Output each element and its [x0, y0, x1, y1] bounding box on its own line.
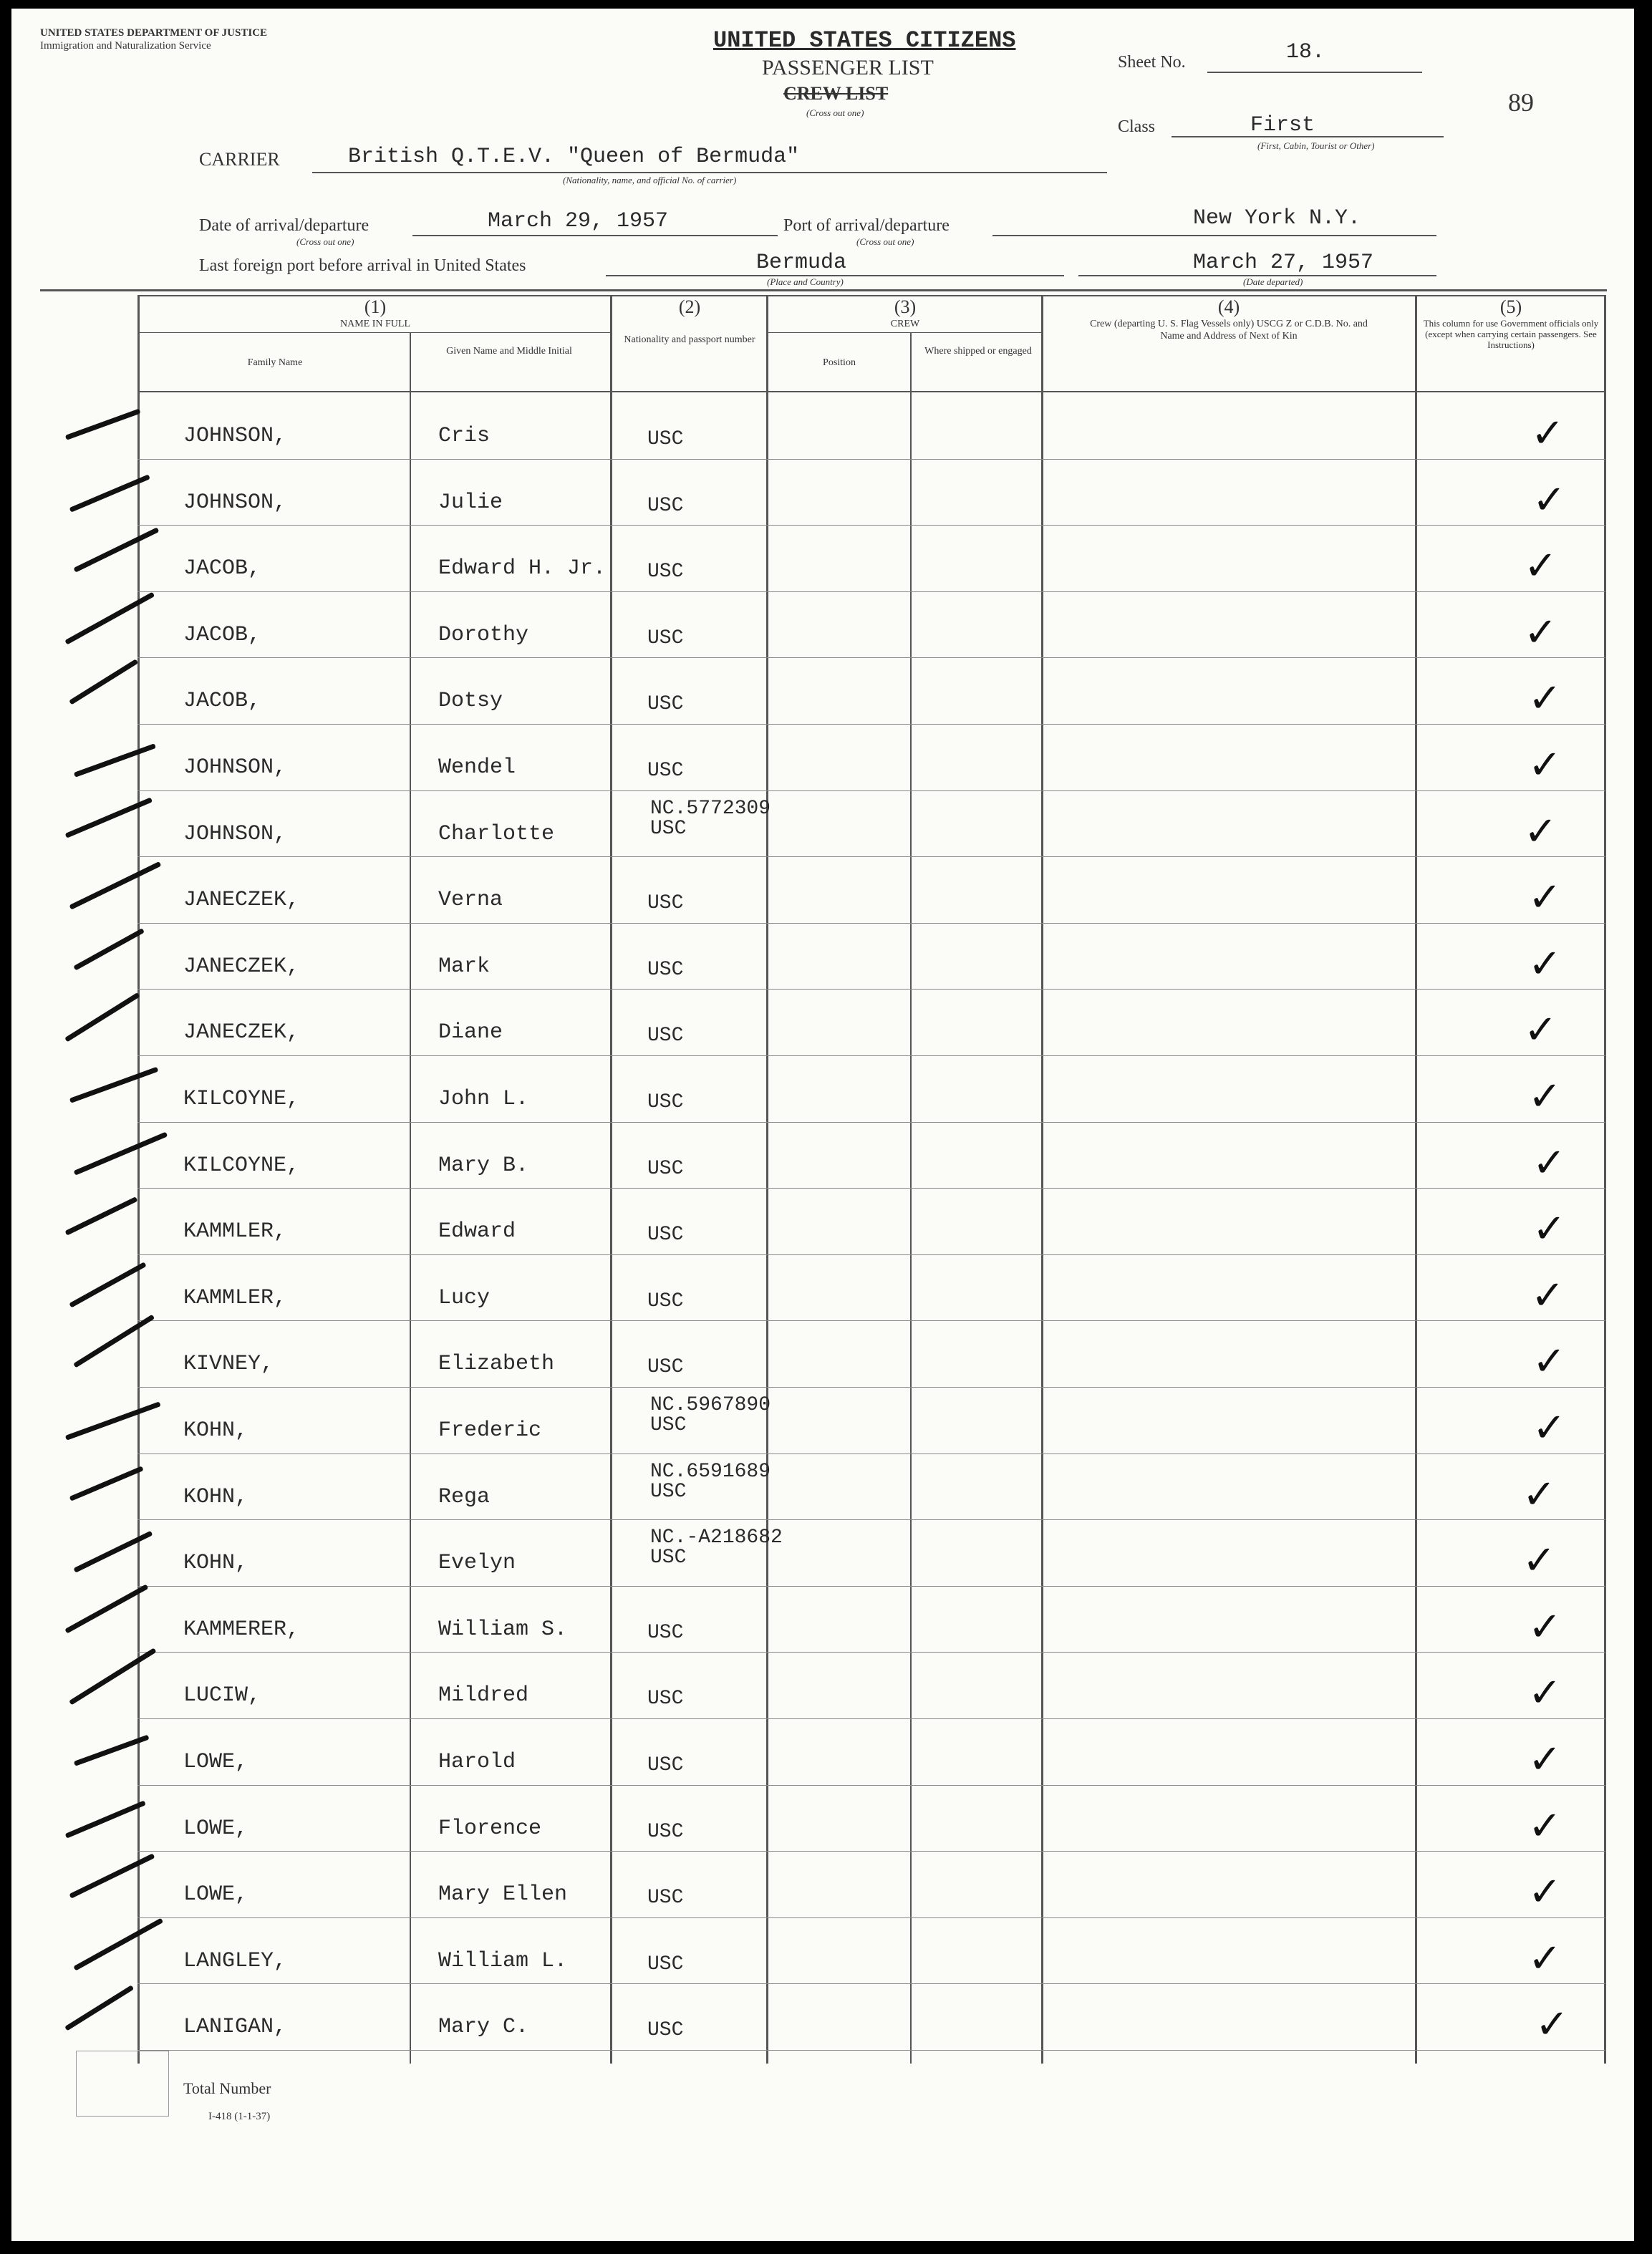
- family-name: KAMMERER,: [183, 1617, 300, 1642]
- given-name: John L.: [438, 1087, 529, 1111]
- last-port-value: Bermuda: [756, 251, 847, 275]
- tally-mark: [73, 1918, 163, 1971]
- given-name: Elizabeth: [438, 1352, 555, 1376]
- row-divider: [137, 724, 1605, 725]
- nationality: USC: [647, 959, 684, 981]
- verification-checkmark: ✓: [1528, 1803, 1562, 1849]
- class-label: Class: [1118, 117, 1156, 136]
- tally-mark: [64, 992, 140, 1043]
- tally-mark: [69, 861, 161, 910]
- departed-note: (Date departed): [1243, 276, 1303, 287]
- col-2-header: (2) Nationality and passport number: [624, 296, 755, 345]
- given-name: Mary C.: [438, 2015, 529, 2039]
- row-divider: [137, 1785, 1605, 1786]
- nationality: USC: [650, 1481, 687, 1503]
- given-name: Verna: [438, 888, 503, 912]
- row-divider: [137, 1188, 1605, 1189]
- nationality: USC: [650, 1547, 687, 1569]
- given-name: William L.: [438, 1949, 568, 1973]
- class-value: First: [1250, 113, 1315, 137]
- given-name: Wendel: [438, 755, 516, 780]
- verification-checkmark: ✓: [1528, 742, 1562, 788]
- form-code: I-418 (1-1-37): [208, 2111, 271, 2122]
- col-where-shipped-header: Where shipped or engaged: [924, 346, 1032, 357]
- given-name: William S.: [438, 1617, 568, 1642]
- verification-checkmark: ✓: [1528, 1073, 1562, 1120]
- verification-checkmark: ✓: [1528, 1736, 1562, 1783]
- row-divider: [137, 1917, 1605, 1918]
- family-name: LUCIW,: [183, 1683, 261, 1708]
- total-number-box: [76, 2051, 169, 2117]
- row-divider: [137, 1055, 1605, 1056]
- row-divider: [137, 856, 1605, 857]
- row-divider: [137, 657, 1605, 658]
- agency-line-2: Immigration and Naturalization Service: [40, 40, 211, 52]
- given-name: Frederic: [438, 1418, 542, 1443]
- nationality: USC: [647, 1025, 684, 1047]
- passport-number: NC.5772309: [650, 798, 771, 820]
- row-divider: [137, 923, 1605, 924]
- family-name: JACOB,: [183, 689, 261, 713]
- verification-checkmark: ✓: [1528, 1670, 1562, 1716]
- family-name: JANECZEK,: [183, 888, 300, 912]
- tally-mark: [73, 527, 159, 572]
- nationality: USC: [647, 760, 684, 782]
- given-name: Edward: [438, 1219, 516, 1244]
- family-name: LOWE,: [183, 1882, 248, 1907]
- given-name: Edward H. Jr.: [438, 556, 607, 581]
- verification-checkmark: ✓: [1531, 1272, 1565, 1319]
- passenger-list-sheet: [11, 9, 1634, 2241]
- tally-mark: [69, 1067, 159, 1103]
- passport-number: NC.5967890: [650, 1394, 771, 1416]
- nationality: USC: [647, 627, 684, 649]
- row-divider: [137, 2050, 1605, 2051]
- tally-mark: [64, 592, 155, 645]
- verification-checkmark: ✓: [1532, 1206, 1566, 1252]
- port-arrival-note: (Cross out one): [856, 236, 914, 247]
- given-name: Lucy: [438, 1286, 491, 1310]
- row-divider: [137, 1586, 1605, 1587]
- given-name: Dotsy: [438, 689, 503, 713]
- col-given-name-header: Given Name and Middle Initial: [446, 346, 572, 357]
- last-port-note: (Place and Country): [767, 276, 844, 287]
- tally-mark: [69, 1466, 144, 1501]
- tally-mark: [73, 1531, 153, 1573]
- tally-mark: [73, 928, 145, 970]
- row-divider: [137, 1387, 1605, 1388]
- tally-mark: [74, 743, 156, 778]
- family-name: JACOB,: [183, 556, 261, 581]
- verification-checkmark: ✓: [1528, 1935, 1562, 1982]
- tally-mark: [64, 1584, 148, 1633]
- family-name: KOHN,: [183, 1485, 248, 1509]
- tally-mark: [65, 409, 141, 440]
- nationality: USC: [647, 1224, 684, 1246]
- family-name: LOWE,: [183, 1817, 248, 1841]
- family-name: JOHNSON,: [183, 424, 287, 448]
- family-name: JOHNSON,: [183, 822, 287, 846]
- nationality: USC: [647, 693, 684, 715]
- tally-mark: [69, 1262, 146, 1307]
- row-divider: [137, 1652, 1605, 1653]
- col-position-header: Position: [823, 357, 856, 368]
- row-divider: [137, 1851, 1605, 1852]
- port-arrival-value: New York N.Y.: [1193, 206, 1361, 231]
- family-name: JOHNSON,: [183, 755, 287, 780]
- cross-out-note: (Cross out one): [806, 107, 864, 118]
- carrier-note: (Nationality, name, and official No. of carrier): [563, 175, 737, 185]
- verification-checkmark: ✓: [1532, 1338, 1566, 1385]
- departed-value: March 27, 1957: [1193, 251, 1374, 275]
- tally-mark: [69, 659, 138, 705]
- form-title-3-crossed: CREW LIST: [783, 83, 889, 104]
- sheet-number: 18.: [1286, 40, 1325, 64]
- family-name: JACOB,: [183, 623, 261, 647]
- passport-number: NC.-A218682: [650, 1527, 783, 1549]
- nationality: USC: [647, 1688, 684, 1710]
- date-arrival-value: March 29, 1957: [488, 209, 669, 233]
- total-number-label: Total Number: [183, 2079, 271, 2097]
- nationality: USC: [647, 1158, 684, 1180]
- tally-mark: [65, 1800, 146, 1838]
- passport-number: NC.6591689: [650, 1461, 771, 1483]
- row-divider: [137, 459, 1605, 460]
- row-divider: [137, 790, 1605, 791]
- verification-checkmark: ✓: [1524, 543, 1557, 589]
- form-title: UNITED STATES CITIZENS: [713, 27, 1016, 54]
- given-name: Diane: [438, 1020, 503, 1045]
- family-name: LANGLEY,: [183, 1949, 287, 1973]
- verification-checkmark: ✓: [1528, 874, 1562, 921]
- tally-mark: [69, 1853, 155, 1898]
- verification-checkmark: ✓: [1528, 1604, 1562, 1650]
- row-divider: [137, 1983, 1605, 1984]
- family-name: JOHNSON,: [183, 490, 287, 515]
- row-divider: [137, 989, 1605, 990]
- form-title-2: PASSENGER LIST: [762, 56, 934, 79]
- page-number: 89: [1508, 88, 1534, 117]
- nationality: USC: [647, 1356, 684, 1378]
- date-arrival-note: (Cross out one): [296, 236, 354, 247]
- col-4-header: (4) Crew (departing U. S. Flag Vessels only) USCG Z or C.D.B. No. and Name and Address of Next of Kin: [1090, 296, 1368, 342]
- row-divider: [137, 1254, 1605, 1255]
- nationality: USC: [647, 892, 684, 914]
- row-divider: [137, 1320, 1605, 1321]
- verification-checkmark: ✓: [1535, 2001, 1569, 2048]
- given-name: Julie: [438, 490, 503, 515]
- tally-mark: [74, 1132, 168, 1176]
- family-name: KOHN,: [183, 1418, 248, 1443]
- carrier-label: CARRIER: [199, 149, 280, 170]
- row-divider: [137, 591, 1605, 592]
- family-name: KIVNEY,: [183, 1352, 274, 1376]
- given-name: Mary B.: [438, 1153, 529, 1178]
- nationality: USC: [650, 818, 687, 840]
- class-note: (First, Cabin, Tourist or Other): [1257, 140, 1375, 151]
- nationality: USC: [647, 1887, 684, 1909]
- port-arrival-label: Port of arrival/departure: [783, 216, 950, 235]
- date-arrival-label: Date of arrival/departure: [199, 216, 369, 235]
- col-5-header: (5) This column for use Government officials only (except when carrying certain passengers. See Instructions): [1423, 296, 1599, 350]
- agency-line-1: UNITED STATES DEPARTMENT OF JUSTICE: [40, 27, 268, 39]
- sheet-label: Sheet No.: [1118, 53, 1186, 72]
- col-family-name-header: Family Name: [247, 357, 303, 368]
- given-name: Mary Ellen: [438, 1882, 568, 1907]
- verification-checkmark: ✓: [1532, 477, 1566, 523]
- verification-checkmark: ✓: [1528, 675, 1562, 722]
- verification-checkmark: ✓: [1528, 1869, 1562, 1915]
- table-top-rule: [40, 289, 1607, 291]
- tally-mark: [73, 1315, 155, 1368]
- given-name: Mark: [438, 954, 491, 979]
- family-name: KOHN,: [183, 1551, 248, 1575]
- tally-mark: [64, 1196, 137, 1236]
- family-name: JANECZEK,: [183, 1020, 300, 1045]
- row-divider: [137, 1519, 1605, 1520]
- family-name: LANIGAN,: [183, 2015, 287, 2039]
- tally-mark: [65, 1401, 161, 1440]
- verification-checkmark: ✓: [1532, 1405, 1566, 1451]
- given-name: Florence: [438, 1817, 542, 1841]
- carrier-value: British Q.T.E.V. "Queen of Bermuda": [348, 145, 800, 169]
- verification-checkmark: ✓: [1522, 1471, 1556, 1518]
- nationality: USC: [647, 1821, 684, 1843]
- verification-checkmark: ✓: [1524, 1007, 1557, 1053]
- row-divider: [137, 1122, 1605, 1123]
- col-1-header: (1) NAME IN FULL: [340, 296, 410, 329]
- verification-checkmark: ✓: [1528, 941, 1562, 987]
- family-name: KILCOYNE,: [183, 1153, 300, 1178]
- family-name: KAMMLER,: [183, 1219, 287, 1244]
- family-name: KILCOYNE,: [183, 1087, 300, 1111]
- nationality: USC: [647, 1953, 684, 1975]
- given-name: Rega: [438, 1485, 491, 1509]
- nationality: USC: [647, 2019, 684, 2041]
- verification-checkmark: ✓: [1524, 609, 1557, 656]
- row-divider: [137, 1718, 1605, 1719]
- given-name: Evelyn: [438, 1551, 516, 1575]
- verification-checkmark: ✓: [1524, 808, 1557, 855]
- nationality: USC: [647, 1290, 684, 1312]
- row-divider: [137, 525, 1605, 526]
- family-name: KAMMLER,: [183, 1286, 287, 1310]
- col-3-header: (3) CREW: [890, 296, 920, 329]
- tally-mark: [64, 1985, 134, 2031]
- last-port-label: Last foreign port before arrival in United States: [199, 256, 526, 275]
- nationality: USC: [647, 1622, 684, 1644]
- verification-checkmark: ✓: [1522, 1537, 1556, 1584]
- nationality: USC: [647, 495, 684, 517]
- verification-checkmark: ✓: [1532, 1140, 1566, 1186]
- family-name: JANECZEK,: [183, 954, 300, 979]
- verification-checkmark: ✓: [1531, 410, 1565, 457]
- family-name: LOWE,: [183, 1750, 248, 1774]
- nationality: USC: [647, 561, 684, 583]
- tally-mark: [69, 1648, 156, 1705]
- nationality: USC: [647, 428, 684, 450]
- given-name: Dorothy: [438, 623, 529, 647]
- given-name: Mildred: [438, 1683, 529, 1708]
- nationality: USC: [647, 1091, 684, 1113]
- given-name: Cris: [438, 424, 491, 448]
- nationality: USC: [650, 1414, 687, 1436]
- nationality: USC: [647, 1754, 684, 1776]
- given-name: Charlotte: [438, 822, 555, 846]
- given-name: Harold: [438, 1750, 516, 1774]
